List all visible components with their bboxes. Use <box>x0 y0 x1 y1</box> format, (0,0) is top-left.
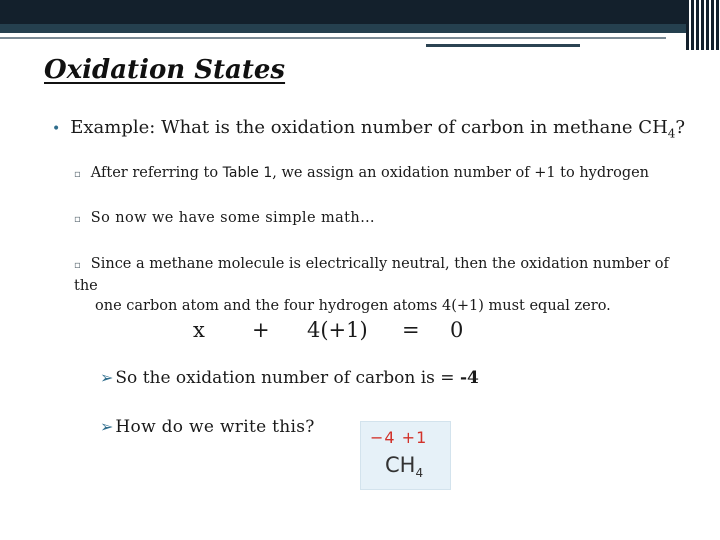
main-bullet <box>52 117 685 141</box>
equation-plus: + <box>252 318 270 342</box>
main-bullet-subscript: 4 <box>667 126 676 141</box>
sub-bullet-marker-icon: ▫ <box>74 214 81 225</box>
formula-text: CH <box>385 453 416 477</box>
table-reference: Table 1 <box>222 165 273 181</box>
methane-formula <box>385 453 423 480</box>
sub-bullet-marker-icon: ▫ <box>74 169 81 180</box>
arrow-bullet-icon: ➢ <box>100 368 114 387</box>
slide-title: Oxidation States <box>44 55 286 85</box>
top-band-accent <box>0 24 720 33</box>
sub-bullet-text: Since a methane molecule is electrically neutral, then the oxidation number of the <box>74 256 669 294</box>
sub-bullet-text: , we assign an oxidation number of +1 to hydrogen <box>272 165 650 181</box>
top-band <box>0 0 720 24</box>
question-text: How do we write this? <box>115 417 315 437</box>
main-bullet-suffix: ? <box>675 117 686 138</box>
oxidation-numbers: −4 +1 <box>370 428 428 447</box>
bullet-dot-icon: • <box>52 121 61 137</box>
equation-term: 4(+1) <box>307 318 368 342</box>
sub-bullet-math <box>74 210 375 226</box>
conclusion-text: So the oxidation number of carbon is = <box>115 368 460 388</box>
sub-bullet-marker-icon: ▫ <box>74 260 81 271</box>
arrow-bullet-icon: ➢ <box>100 417 114 436</box>
sub-bullet-text: So now we have some simple math… <box>90 210 376 226</box>
top-band-stripes <box>686 0 720 50</box>
equation-zero: 0 <box>450 318 464 342</box>
accent-rule <box>426 44 580 47</box>
sub-bullet-text: After referring to <box>90 165 223 181</box>
equation-variable: x <box>193 318 205 342</box>
methane-formula-image <box>360 421 451 490</box>
equation-equals: = <box>402 318 420 342</box>
question-line <box>100 417 315 437</box>
formula-subscript: 4 <box>415 466 424 481</box>
sub-bullet-neutral <box>74 254 674 316</box>
sub-bullet-table-ref <box>74 165 649 181</box>
sub-bullet-text: one carbon atom and the four hydrogen atoms 4(+1) must equal zero. <box>95 298 611 314</box>
divider-rule <box>0 37 666 39</box>
conclusion-answer: -4 <box>459 368 479 388</box>
main-bullet-text: Example: What is the oxidation number of carbon in methane CH <box>70 117 668 138</box>
conclusion-line <box>100 368 479 388</box>
